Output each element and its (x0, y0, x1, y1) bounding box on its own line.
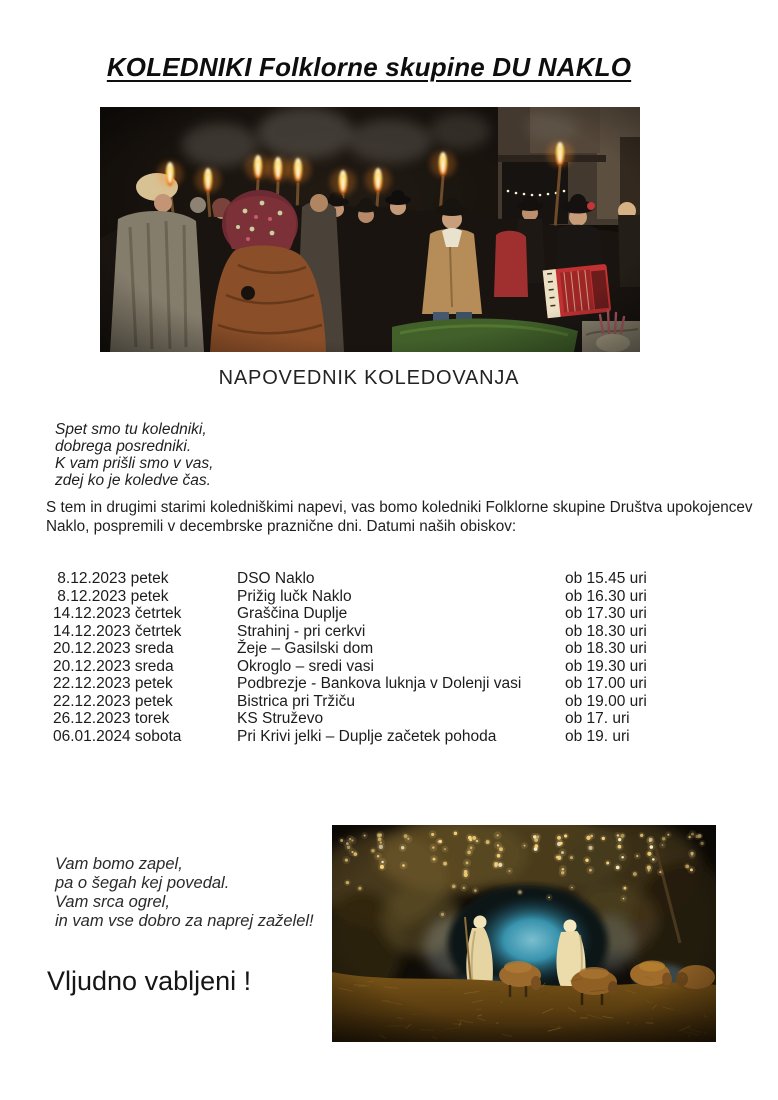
verse-line: Spet smo tu koledniki, (55, 421, 207, 438)
schedule-row (53, 640, 647, 658)
schedule-venue: Podbrezje - Bankova luknja v Dolenji vasi (237, 675, 522, 692)
verse-line: Vam srca ogrel, (55, 893, 170, 911)
schedule-time: ob 19.00 uri (565, 692, 647, 710)
schedule-venue: DSO Naklo (237, 570, 315, 587)
schedule-row (53, 570, 647, 588)
schedule-venue: Pri Krivi jelki – Duplje začetek pohoda (237, 727, 497, 745)
schedule-row (53, 605, 647, 623)
schedule-row (53, 658, 647, 676)
verse-line: Vam bomo zapel, (55, 855, 183, 873)
verse-line: pa o šegah kej povedal. (55, 874, 230, 892)
schedule-row (53, 675, 647, 693)
verse-line: in vam vse dobro za naprej zaželel! (55, 912, 314, 930)
torchlight-night-illustration (100, 107, 640, 352)
schedule-date: 20.12.2023 sreda (53, 657, 174, 675)
schedule-time: ob 16.30 uri (565, 587, 647, 605)
schedule-venue: KS Struževo (237, 710, 324, 727)
closing-verse (55, 855, 314, 931)
verse-line: dobrega posredniki. (55, 438, 192, 455)
schedule-time: ob 17.00 uri (565, 675, 647, 692)
schedule-time: ob 19.30 uri (565, 657, 647, 675)
schedule-venue: Graščina Duplje (237, 605, 348, 622)
verse-line: K vam prišli smo v vas, (55, 455, 214, 472)
schedule-date: 22.12.2023 petek (53, 692, 173, 710)
intro-line: S tem in drugimi starimi koledniškimi napevi, vas bomo koledniki Folklorne skupine Društva upokojencev (46, 499, 753, 516)
schedule-date: 14.12.2023 četrtek (53, 622, 182, 640)
schedule-row (53, 710, 647, 728)
schedule-time: ob 15.45 uri (565, 570, 647, 587)
schedule-date: 22.12.2023 petek (53, 675, 173, 692)
schedule-venue: Bistrica pri Tržiču (237, 692, 355, 710)
koledniki-torchlight-photo (100, 107, 640, 352)
schedule-time: ob 18.30 uri (565, 640, 647, 657)
schedule-date: 20.12.2023 sreda (53, 640, 174, 657)
schedule-time: ob 17.30 uri (565, 605, 647, 622)
schedule-date: 06.01.2024 sobota (53, 727, 182, 745)
nativity-illustration (332, 825, 716, 1042)
intro-paragraph (46, 499, 753, 536)
schedule-time: ob 19. uri (565, 727, 630, 745)
schedule-date: 14.12.2023 četrtek (53, 605, 182, 622)
schedule-row (53, 693, 647, 711)
page-title: KOLEDNIKI Folklorne skupine DU NAKLO (106, 52, 632, 82)
schedule-venue: Prižig lučk Naklo (237, 587, 352, 605)
schedule-date: 8.12.2023 petek (53, 570, 169, 587)
schedule-time: ob 18.30 uri (565, 622, 647, 640)
section-heading: NAPOVEDNIK KOLEDOVANJA (218, 367, 520, 389)
schedule-date: 8.12.2023 petek (53, 587, 169, 605)
schedule-table (53, 570, 647, 745)
schedule-venue: Žeje – Gasilski dom (237, 640, 374, 657)
invitation-text: Vljudno vabljeni ! (47, 966, 252, 996)
schedule-time: ob 17. uri (565, 710, 630, 727)
schedule-row (53, 728, 647, 746)
schedule-row (53, 588, 647, 606)
opening-verse (55, 421, 213, 489)
intro-line: Naklo, pospremili v decembrske praznične dni. Datumi naših obiskov: (46, 517, 517, 535)
schedule-row (53, 623, 647, 641)
schedule-date: 26.12.2023 torek (53, 710, 170, 727)
nativity-scene-photo (332, 825, 716, 1042)
verse-line: zdej ko je koledve čas. (55, 472, 211, 489)
schedule-venue: Okroglo – sredi vasi (237, 657, 374, 675)
schedule-venue: Strahinj - pri cerkvi (237, 622, 366, 640)
